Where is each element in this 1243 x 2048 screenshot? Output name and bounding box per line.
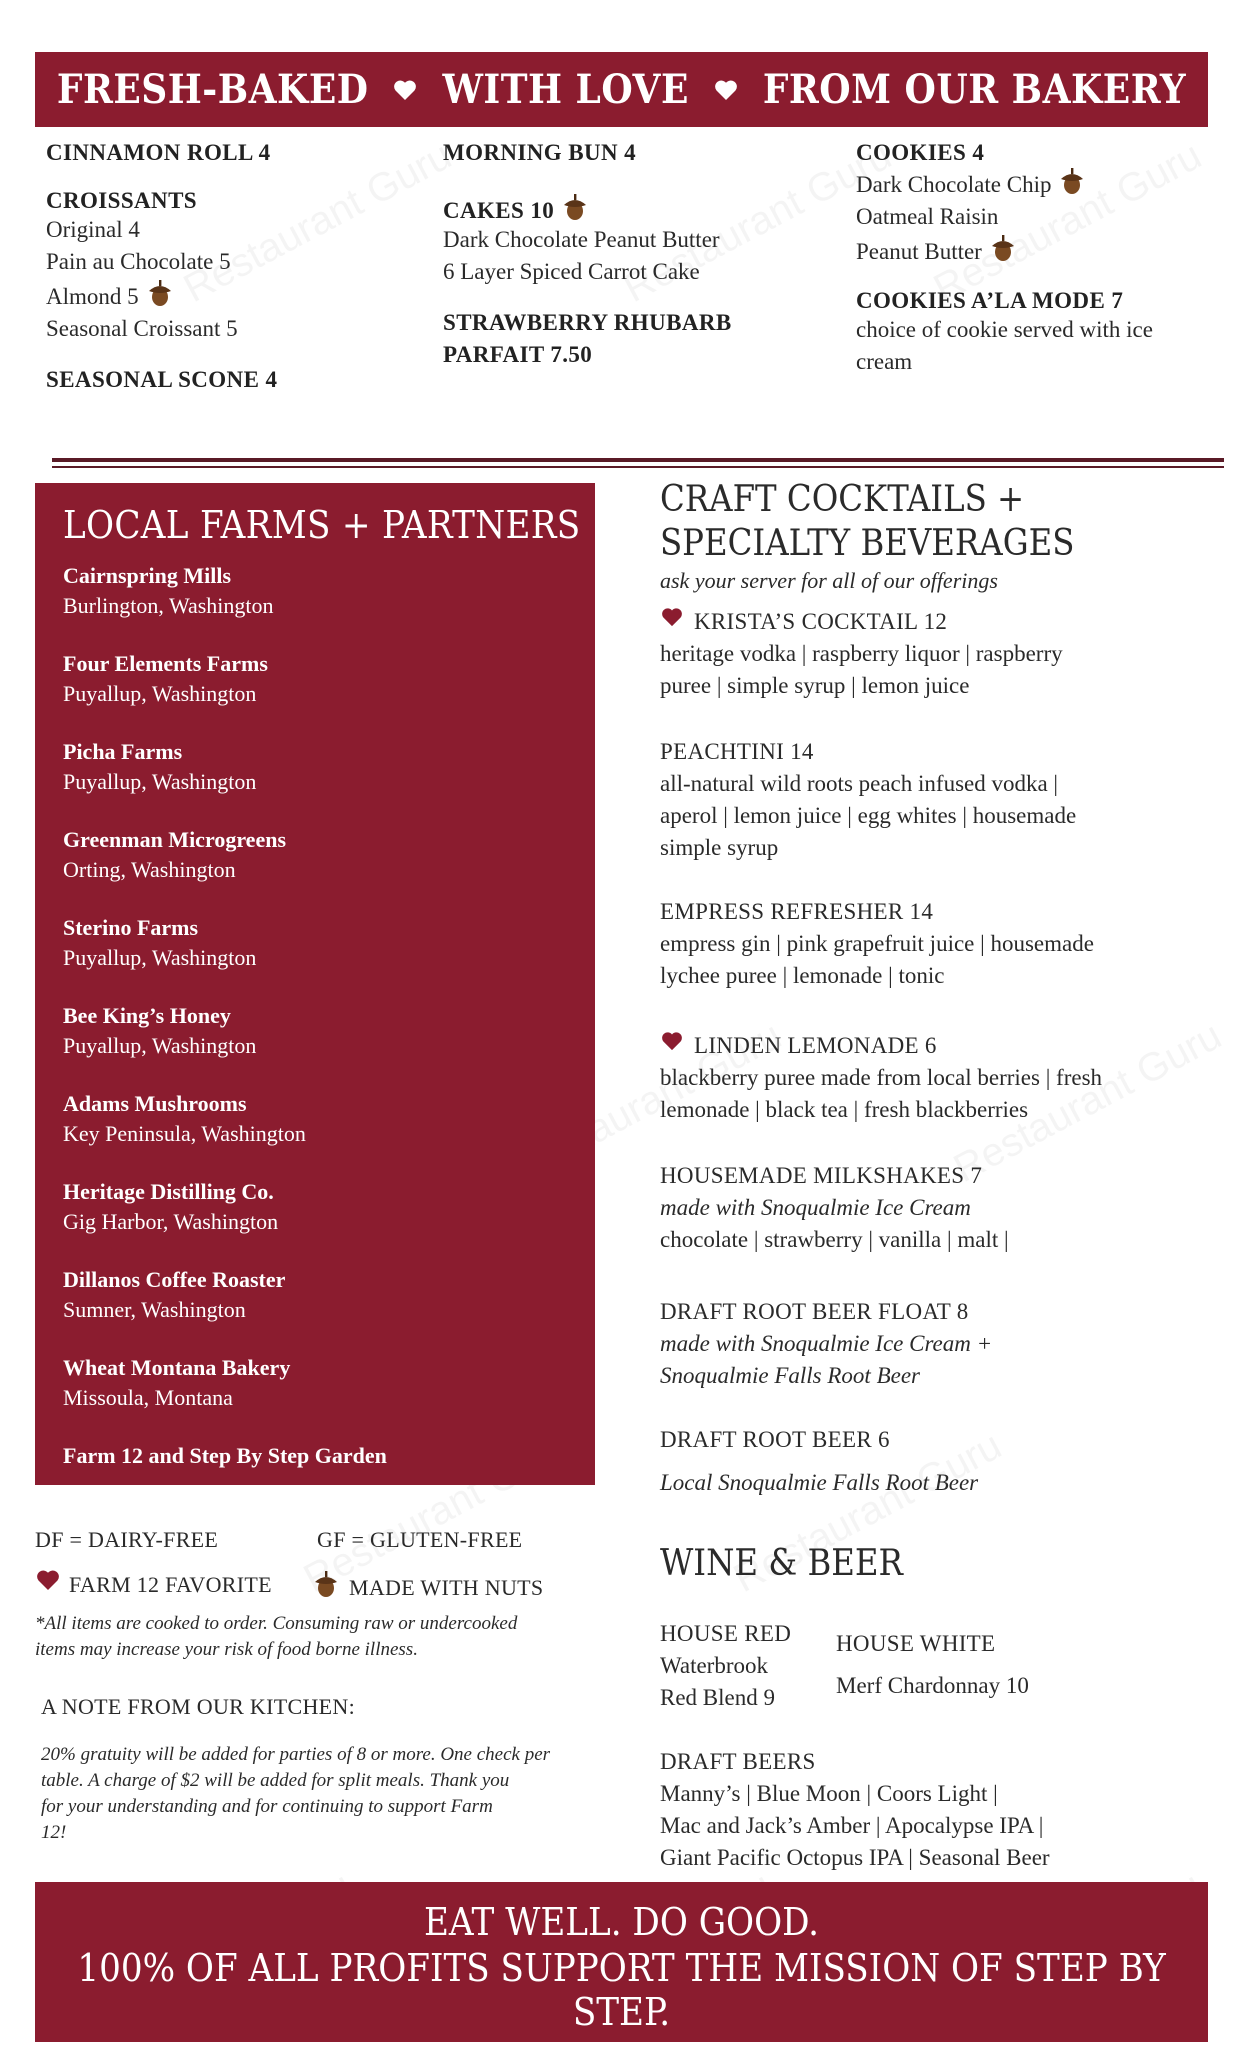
menu-item-peanut-butter (856, 233, 1243, 268)
wine-beer-title: WINE & BEER (660, 1543, 903, 1584)
farm-item (63, 1001, 256, 1061)
acorn-icon (145, 278, 175, 308)
heart-icon (713, 79, 739, 101)
footer-band (35, 1882, 1208, 2042)
disclaimer (35, 1611, 517, 1663)
note-line: 20% gratuity will be added for parties of 8 or more. One check per (41, 1744, 551, 1765)
drink-kristas-cocktail (660, 606, 1220, 702)
drink-title: PEACHTINI 14 (660, 739, 814, 764)
drink-title: EMPRESS REFRESHER 14 (660, 899, 934, 924)
farm-name: Sterino Farms (63, 915, 199, 940)
heart-icon (660, 1031, 684, 1051)
heart-icon (392, 79, 418, 101)
menu-item-dark-chocolate-chip (856, 166, 1243, 201)
acorn-icon (311, 1569, 341, 1599)
drink-root-beer (660, 1424, 1220, 1499)
note-title: A NOTE FROM OUR KITCHEN: (41, 1694, 355, 1719)
drinks-title-1: CRAFT COCKTAILS + (660, 479, 1025, 520)
farm-name: Wheat Montana Bakery (63, 1355, 291, 1380)
menu-item-cinnamon-roll: CINNAMON ROLL 4 (46, 140, 271, 165)
drink-title: DRAFT BEERS (660, 1749, 816, 1774)
draft-beers (660, 1746, 1220, 1874)
bakery-column-2 (443, 140, 843, 368)
drink-desc: all-natural wild roots peach infused vodka | (660, 771, 1059, 796)
menu-item-label: Peanut Butter (856, 239, 982, 264)
acorn-icon (1057, 166, 1087, 196)
cakes-title (443, 192, 843, 224)
drink-desc: lychee puree | lemonade | tonic (660, 963, 945, 988)
farm-item (63, 825, 286, 885)
footer-line-2: 100% OF ALL PROFITS SUPPORT THE MISSION OF STEP BY STEP. (77, 1946, 1166, 2034)
farm-location: Sumner, Washington (63, 1297, 246, 1322)
drink-note: Snoqualmie Falls Root Beer (660, 1363, 920, 1388)
drink-desc: aperol | lemon juice | egg whites | housemade (660, 803, 1077, 828)
farm-item (63, 1265, 285, 1325)
drink-desc: Red Blend 9 (660, 1685, 775, 1710)
drink-title: DRAFT ROOT BEER 6 (660, 1427, 890, 1452)
drink-desc: Mac and Jack’s Amber | Apocalypse IPA | (660, 1813, 1044, 1838)
farm-location: Key Peninsula, Washington (63, 1121, 306, 1146)
farm-location: Puyallup, Washington (63, 945, 257, 970)
parfait-title-2: PARFAIT 7.50 (443, 342, 593, 367)
farm-name: Four Elements Farms (63, 651, 268, 676)
menu-item: choice of cookie served with ice (856, 317, 1153, 342)
footer-line-1: EAT WELL. DO GOOD. (423, 1900, 820, 1944)
farm-item (63, 1353, 290, 1413)
farm-item (63, 737, 256, 797)
menu-item: 6 Layer Spiced Carrot Cake (443, 259, 700, 284)
kitchen-note (41, 1742, 621, 1846)
heart-icon (660, 607, 684, 627)
drink-desc: empress gin | pink grapefruit juice | housemade (660, 931, 1094, 956)
drink-desc: lemonade | black tea | fresh blackberries (660, 1097, 1029, 1122)
header-text-3: FROM OUR BAKERY (762, 66, 1187, 113)
note-line: 12! (41, 1822, 67, 1843)
bakery-header-band (35, 52, 1208, 127)
farm-name: Greenman Microgreens (63, 827, 287, 852)
drink-desc: Merf Chardonnay 10 (836, 1673, 1029, 1698)
farm-name: Heritage Distilling Co. (63, 1179, 274, 1204)
drink-title: LINDEN LEMONADE 6 (694, 1033, 937, 1058)
header-text-1: FRESH-BAKED (56, 66, 369, 113)
farm-item (63, 913, 256, 973)
farm-item (63, 1089, 306, 1149)
farm-location: Orting, Washington (63, 857, 236, 882)
bakery-column-3 (856, 140, 1243, 378)
legend-gf: GF = GLUTEN-FREE (317, 1527, 523, 1552)
farm-location: Puyallup, Washington (63, 681, 257, 706)
divider (52, 458, 1224, 462)
bakery-column-1 (46, 140, 426, 393)
drink-note: made with Snoqualmie Ice Cream + (660, 1331, 993, 1356)
drink-milkshakes (660, 1160, 1220, 1256)
divider (52, 466, 1224, 468)
legend-label: FARM 12 FAVORITE (69, 1572, 272, 1597)
farms-title: LOCAL FARMS + PARTNERS (63, 503, 581, 547)
local-farms-panel (35, 483, 595, 1485)
acorn-icon (560, 192, 590, 222)
croissants-title: CROISSANTS (46, 188, 197, 213)
menu-item: cream (856, 349, 913, 374)
drink-desc: Waterbrook (660, 1653, 768, 1678)
menu-item: Dark Chocolate Peanut Butter (443, 227, 720, 252)
farm-location: Missoula, Montana (63, 1385, 233, 1410)
farm-location: Gig Harbor, Washington (63, 1209, 279, 1234)
menu-item: Seasonal Croissant 5 (46, 316, 238, 341)
bakery-section (46, 140, 1213, 440)
drink-title: KRISTA’S COCKTAIL 12 (694, 609, 948, 634)
drink-desc: Giant Pacific Octopus IPA | Seasonal Beer (660, 1845, 1050, 1870)
house-white (836, 1628, 1196, 1702)
drink-desc: heritage vodka | raspberry liquor | raspberry (660, 641, 1063, 666)
header-text-2: WITH LOVE (442, 66, 689, 113)
farm-location: Puyallup, Washington (63, 1033, 257, 1058)
farm-item (63, 1177, 278, 1237)
drink-linden-lemonade (660, 1030, 1220, 1126)
farm-name: Dillanos Coffee Roaster (63, 1267, 286, 1292)
parfait-title-1: STRAWBERRY RHUBARB (443, 310, 732, 335)
farm-name: Bee King’s Honey (63, 1003, 231, 1028)
drink-desc: chocolate | strawberry | vanilla | malt | (660, 1227, 1009, 1252)
farm-name: Adams Mushrooms (63, 1091, 247, 1116)
house-red (660, 1618, 830, 1714)
drink-title: DRAFT ROOT BEER FLOAT 8 (660, 1299, 969, 1324)
note-line: table. A charge of $2 will be added for split meals. Thank you (41, 1770, 510, 1791)
menu-item-almond (46, 278, 426, 313)
drink-root-beer-float (660, 1296, 1220, 1392)
disclaimer-line: *All items are cooked to order. Consuming raw or undercooked (35, 1613, 518, 1634)
note-line: for your understanding and for continuing to support Farm (41, 1796, 493, 1817)
drink-empress-refresher (660, 896, 1220, 992)
acorn-icon (988, 233, 1018, 263)
drink-title: HOUSEMADE MILKSHAKES 7 (660, 1163, 983, 1188)
farm-name: Cairnspring Mills (63, 563, 232, 588)
menu-item-morning-bun: MORNING BUN 4 (443, 140, 637, 165)
drink-title: HOUSE RED (660, 1621, 792, 1646)
legend-df: DF = DAIRY-FREE (35, 1527, 219, 1552)
drink-title: HOUSE WHITE (836, 1631, 996, 1656)
drinks-subtitle: ask your server for all of our offerings (660, 568, 998, 593)
menu-item-label: Dark Chocolate Chip (856, 172, 1052, 197)
drink-note: Local Snoqualmie Falls Root Beer (660, 1470, 979, 1495)
menu-item-label: Almond 5 (46, 284, 139, 309)
farm-location: Burlington, Washington (63, 593, 274, 618)
drink-note: made with Snoqualmie Ice Cream (660, 1195, 971, 1220)
disclaimer-line: items may increase your risk of food borne illness. (35, 1639, 418, 1660)
menu-item: Pain au Chocolate 5 (46, 249, 231, 274)
menu-item: Original 4 (46, 217, 140, 242)
drink-desc: simple syrup (660, 835, 779, 860)
farm-name: Picha Farms (63, 739, 183, 764)
alamode-title: COOKIES A’LA MODE 7 (856, 288, 1124, 313)
cookies-title: COOKIES 4 (856, 140, 985, 165)
heart-icon (35, 1569, 61, 1591)
menu-item: Oatmeal Raisin (856, 204, 999, 229)
cakes-label: CAKES 10 (443, 198, 555, 223)
drinks-section (660, 478, 1220, 1870)
drink-desc: puree | simple syrup | lemon juice (660, 673, 970, 698)
drink-desc: Manny’s | Blue Moon | Coors Light | (660, 1781, 998, 1806)
legend-farm12 (35, 1569, 272, 1600)
farm-location: Puyallup, Washington (63, 769, 257, 794)
drink-desc: blackberry puree made from local berries | fresh (660, 1065, 1103, 1090)
drinks-title-2: SPECIALTY BEVERAGES (660, 523, 1075, 564)
farm-item (63, 649, 268, 709)
farm-name: Farm 12 and Step By Step Garden (63, 1443, 387, 1468)
farm-item (63, 561, 274, 621)
legend-label: MADE WITH NUTS (349, 1575, 544, 1600)
drink-peachtini (660, 736, 1220, 864)
menu-item-seasonal-scone: SEASONAL SCONE 4 (46, 367, 278, 392)
farm-item (63, 1441, 387, 1471)
legend-nuts (311, 1569, 543, 1603)
